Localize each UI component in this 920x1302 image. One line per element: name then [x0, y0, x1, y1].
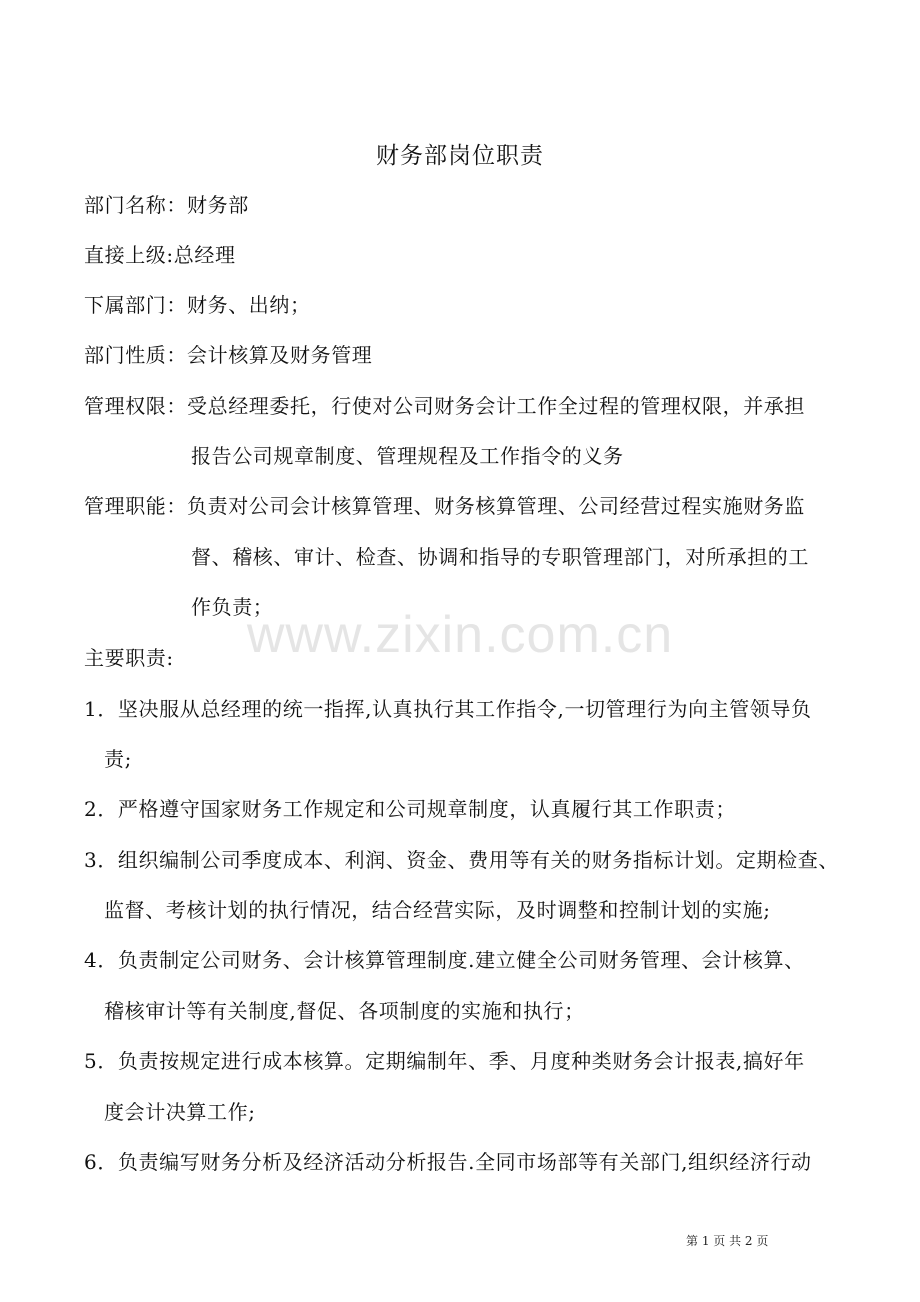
- duty-item: 1．坚决服从总经理的统一指挥,认真执行其工作指令,一切管理行为向主管领导负: [84, 697, 812, 721]
- field-management-function: 管理职能：负责对公司会计核算管理、财务核算管理、公司经营过程实施财务监: [84, 494, 805, 518]
- document-title: 财务部岗位职责: [376, 143, 544, 169]
- duty-item-cont: 稽核审计等有关制度,督促、各项制度的实施和执行；: [104, 999, 585, 1023]
- duties-heading: 主要职责:: [84, 646, 174, 670]
- field-management-function-cont: 作负责；: [191, 595, 274, 619]
- duty-item: 3．组织编制公司季度成本、利润、资金、费用等有关的财务指标计划。定期检查、: [84, 848, 839, 872]
- duty-item-cont: 度会计决算工作;: [104, 1100, 256, 1124]
- duty-item-cont: 监督、考核计划的执行情况，结合经营实际，及时调整和控制计划的实施;: [104, 898, 771, 922]
- field-management-authority-cont: 报告公司规章制度、管理规程及工作指令的义务: [191, 444, 624, 468]
- field-subordinate-departments: 下属部门：财务、出纳；: [84, 293, 311, 317]
- field-direct-superior: 直接上级:总经理: [84, 243, 236, 267]
- duty-item: 6．负责编写财务分析及经济活动分析报告.全同市场部等有关部门,组织经济行动: [84, 1150, 812, 1174]
- watermark: www.zixin.com.cn: [246, 606, 674, 664]
- field-management-authority: 管理权限：受总经理委托，行使对公司财务会计工作全过程的管理权限，并承担: [84, 394, 805, 418]
- field-management-function-cont: 督、稽核、审计、检查、协调和指导的专职管理部门，对所承担的工: [191, 545, 809, 569]
- duty-item: 4．负责制定公司财务、会计核算管理制度.建立健全公司财务管理、会计核算、: [84, 948, 805, 972]
- duty-item: 2．严格遵守国家财务工作规定和公司规章制度，认真履行其工作职责；: [84, 797, 736, 821]
- field-department-name: 部门名称：财务部: [84, 193, 249, 217]
- duty-item: 5．负责按规定进行成本核算。定期编制年、季、月度种类财务会计报表,搞好年: [84, 1049, 805, 1073]
- duty-item-cont: 责;: [104, 747, 132, 771]
- field-department-nature: 部门性质：会计核算及财务管理: [84, 343, 373, 367]
- page-footer: 第 1 页 共 2 页: [686, 1234, 769, 1248]
